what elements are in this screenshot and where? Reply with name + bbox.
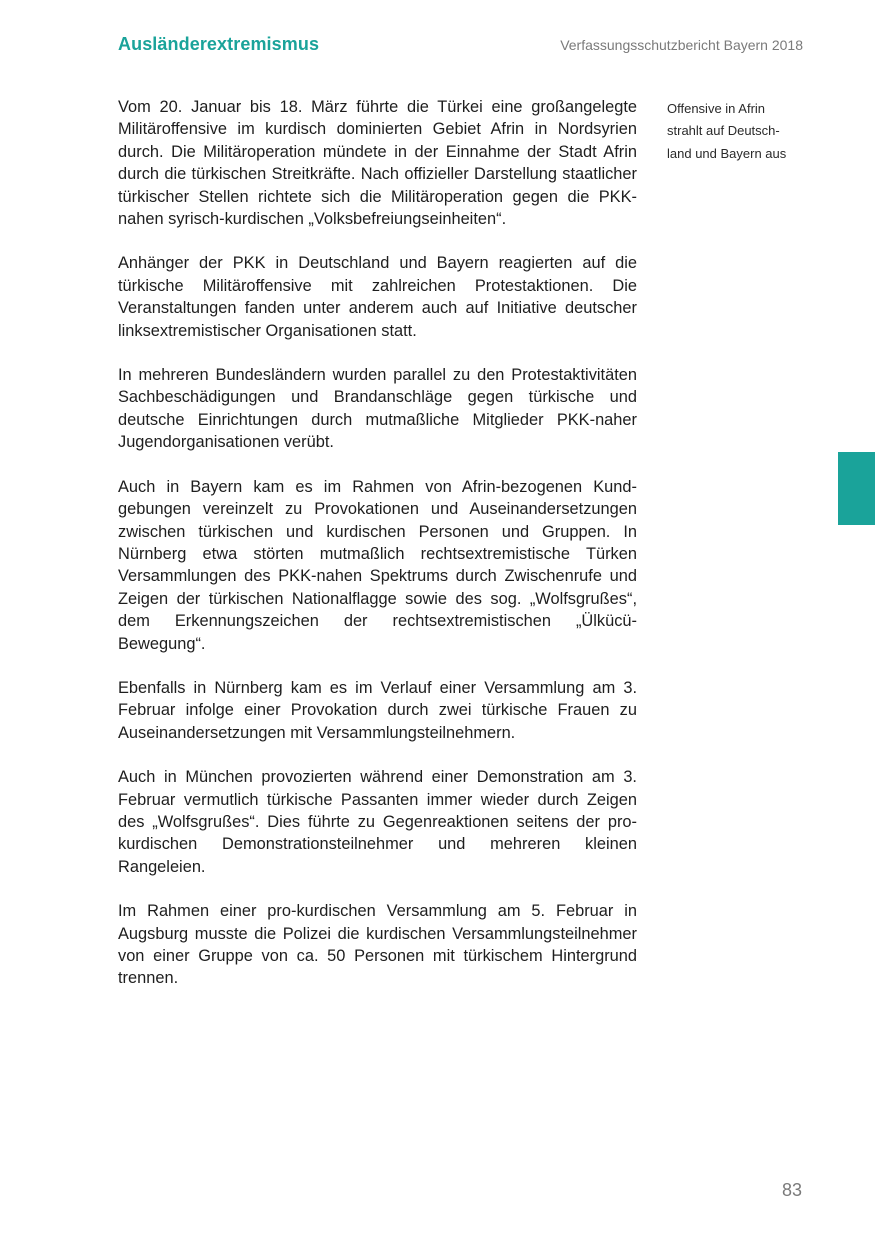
main-text xyxy=(118,96,637,1012)
page-number: 83 xyxy=(781,1180,802,1200)
margin-note-line: Offensive in Afrin xyxy=(667,101,766,116)
paragraph: Im Rahmen einer pro-kurdischen Versammlung am 5. Februar in Augsburg musste die Polizei die kurdischen Versammlungsteilnehmer von einer Gruppe von ca. 50 Personen mit türkischem Hintergrund trennen. xyxy=(118,902,637,988)
margin-note xyxy=(667,98,807,165)
margin-note-line: strahlt auf Deutsch- xyxy=(667,123,780,139)
section-title: Ausländerextremismus xyxy=(118,34,320,54)
paragraph: Vom 20. Januar bis 18. März führte die Türkei eine großangelegte Militäroffensive im kurdisch dominierten Gebiet Afrin in Nordsyrien durch. Die Militäroperation mündete in der Einnahme der Stadt Afrin durch die türkischen Streitkräfte. Nach offizieller Darstellung staatlicher türkischer Stellen richtete sich die Militäroperation gegen die PKK-nahen syrisch-kurdischen „Volksbefreiungseinheiten“. xyxy=(118,98,637,229)
chapter-tab-marker xyxy=(838,452,875,525)
margin-note-line: land und Bayern aus xyxy=(667,145,787,161)
paragraph: Anhänger der PKK in Deutschland und Bayern reagierten auf die türkische Militäroffensive mit zahlreichen Protestaktionen. Die Veranstaltungen fanden unter anderem auch auf Initiative deutscher linksextremistischer Organisationen statt. xyxy=(118,254,637,340)
paragraph: In mehreren Bundesländern wurden parallel zu den Protestaktivitäten Sachbeschädigungen und Brandanschläge gegen türkische und deutsche Einrichtungen durch mutmaßliche Mitglieder PKK-naher Jugendorganisationen verübt. xyxy=(118,366,637,452)
paragraph: Ebenfalls in Nürnberg kam es im Verlauf einer Versammlung am 3. Februar infolge einer Provokation durch zwei türkische Frauen zu Auseinandersetzungen mit Versammlungsteilnehmern. xyxy=(118,678,637,742)
paragraph: Auch in München provozierten während einer Demonstration am 3. Februar vermutlich türkische Passanten immer wieder durch Zeigen des „Wolfsgrußes“. Dies führte zu Gegenreaktionen seitens der pro-kurdischen Demonstrationsteilnehmer und mehreren kleinen Rangeleien. xyxy=(118,768,637,876)
report-title: Verfassungsschutzbericht Bayern 2018 xyxy=(560,37,803,53)
paragraph: Auch in Bayern kam es im Rahmen von Afrin-bezogenen Kundgebungen vereinzelt zu Provokationen und Auseinandersetzungen zwischen türkischen und kurdischen Personen und Gruppen. In Nürnberg etwa störten mutmaßlich rechtsextremistische Türken Versammlungen des PKK-nahen Spektrums durch Zwischenrufe und Zeigen der türkischen Nationalflagge sowie des sog. „Wolfsgrußes“, dem Erkennungszeichen der rechtsextremistischen „Ülkücü-Bewegung“. xyxy=(118,477,637,653)
